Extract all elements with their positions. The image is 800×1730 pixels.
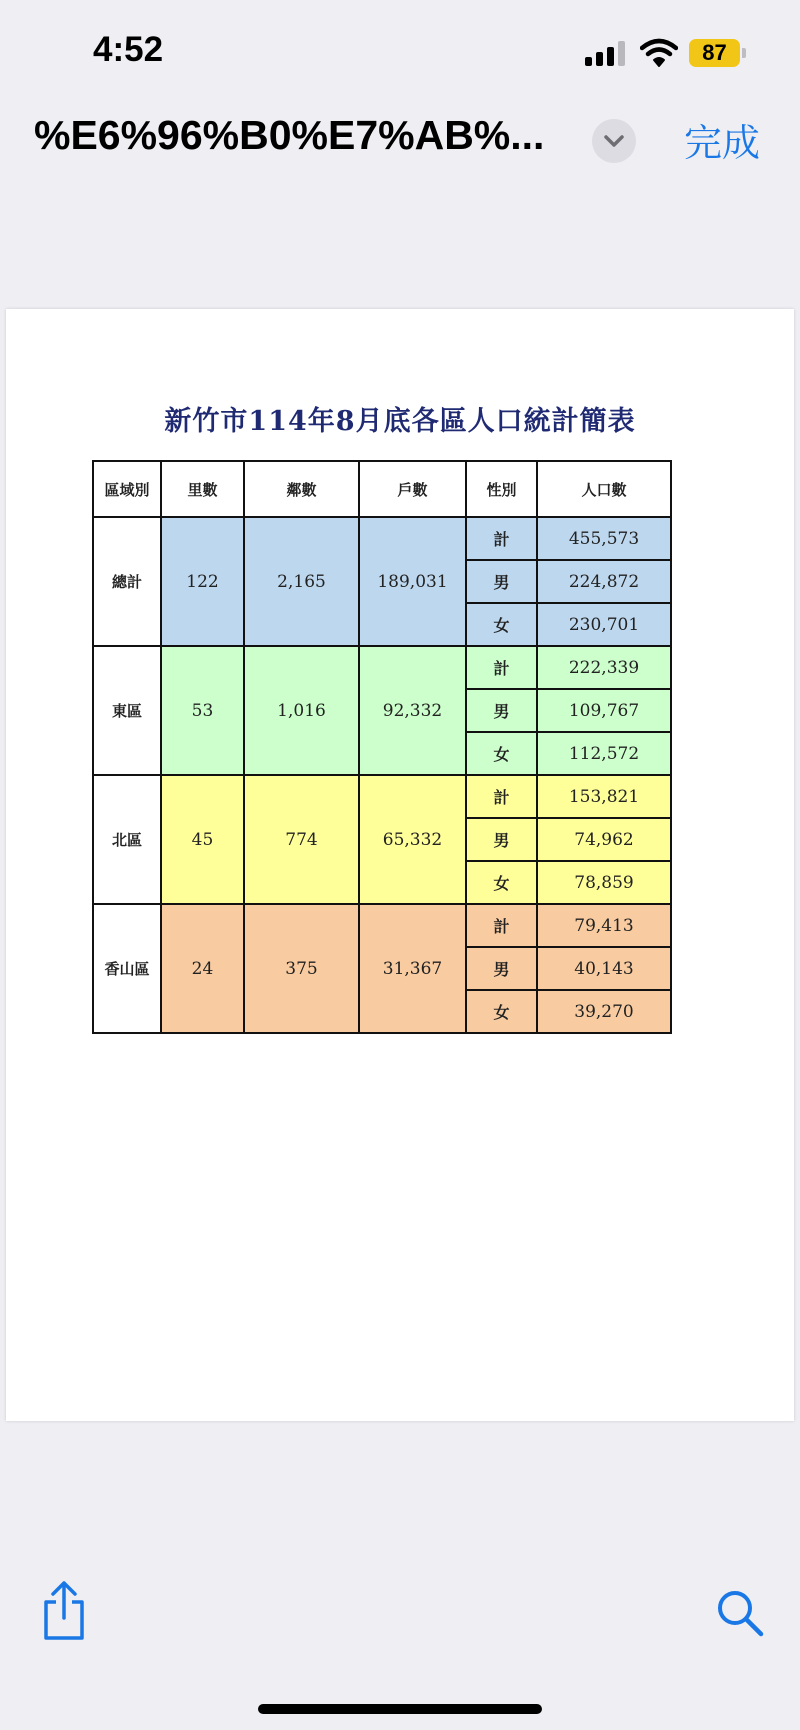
population-table — [92, 460, 672, 1034]
table-row — [93, 775, 671, 818]
population-cell: 222,339 — [537, 646, 671, 689]
header-region: 區域別 — [93, 461, 161, 517]
search-icon[interactable] — [716, 1589, 764, 1637]
sex-cell: 男 — [466, 947, 537, 990]
lin-count-cell: 375 — [244, 904, 359, 1033]
sex-cell: 女 — [466, 603, 537, 646]
lin-count-cell: 2,165 — [244, 517, 359, 646]
battery-cap — [742, 48, 746, 58]
population-cell: 112,572 — [537, 732, 671, 775]
population-cell: 40,143 — [537, 947, 671, 990]
sex-cell: 女 — [466, 861, 537, 904]
household-count-cell: 65,332 — [359, 775, 466, 904]
header-households: 戶數 — [359, 461, 466, 517]
population-cell: 74,962 — [537, 818, 671, 861]
header-li: 里數 — [161, 461, 244, 517]
status-time: 4:52 — [93, 30, 164, 69]
title-menu-button[interactable] — [592, 119, 636, 163]
region-cell: 東區 — [93, 646, 161, 775]
chevron-down-icon — [592, 119, 636, 163]
household-count-cell: 31,367 — [359, 904, 466, 1033]
sex-cell: 女 — [466, 990, 537, 1033]
sex-cell: 男 — [466, 818, 537, 861]
li-count-cell: 53 — [161, 646, 244, 775]
table-title: 新竹市114年8月底各區人口統計簡表 — [164, 406, 636, 437]
table-row — [93, 646, 671, 689]
region-cell: 香山區 — [93, 904, 161, 1033]
header-population: 人口數 — [537, 461, 671, 517]
region-cell: 北區 — [93, 775, 161, 904]
table-row — [93, 517, 671, 560]
sex-cell: 女 — [466, 732, 537, 775]
population-cell: 224,872 — [537, 560, 671, 603]
household-count-cell: 92,332 — [359, 646, 466, 775]
li-count-cell: 24 — [161, 904, 244, 1033]
wifi-icon — [640, 38, 678, 68]
share-icon[interactable] — [38, 1580, 90, 1642]
sex-cell: 計 — [466, 646, 537, 689]
population-cell: 455,573 — [537, 517, 671, 560]
sex-cell: 計 — [466, 775, 537, 818]
cellular-signal-icon — [585, 41, 627, 66]
li-count-cell: 122 — [161, 517, 244, 646]
document-page — [6, 309, 794, 1421]
table-header-row — [93, 461, 671, 517]
header-sex: 性別 — [466, 461, 537, 517]
table-row — [93, 904, 671, 947]
population-cell: 109,767 — [537, 689, 671, 732]
lin-count-cell: 1,016 — [244, 646, 359, 775]
sex-cell: 計 — [466, 517, 537, 560]
header-lin: 鄰數 — [244, 461, 359, 517]
population-cell: 230,701 — [537, 603, 671, 646]
population-cell: 78,859 — [537, 861, 671, 904]
population-cell: 39,270 — [537, 990, 671, 1033]
population-cell: 153,821 — [537, 775, 671, 818]
lin-count-cell: 774 — [244, 775, 359, 904]
battery-indicator: 87 — [689, 39, 740, 67]
done-button[interactable]: 完成 — [684, 121, 761, 165]
population-cell: 79,413 — [537, 904, 671, 947]
home-indicator — [258, 1704, 542, 1714]
sex-cell: 男 — [466, 689, 537, 732]
household-count-cell: 189,031 — [359, 517, 466, 646]
sex-cell: 男 — [466, 560, 537, 603]
region-cell: 總計 — [93, 517, 161, 646]
document-title: %E6%96%B0%E7%AB%... — [34, 112, 545, 158]
li-count-cell: 45 — [161, 775, 244, 904]
sex-cell: 計 — [466, 904, 537, 947]
